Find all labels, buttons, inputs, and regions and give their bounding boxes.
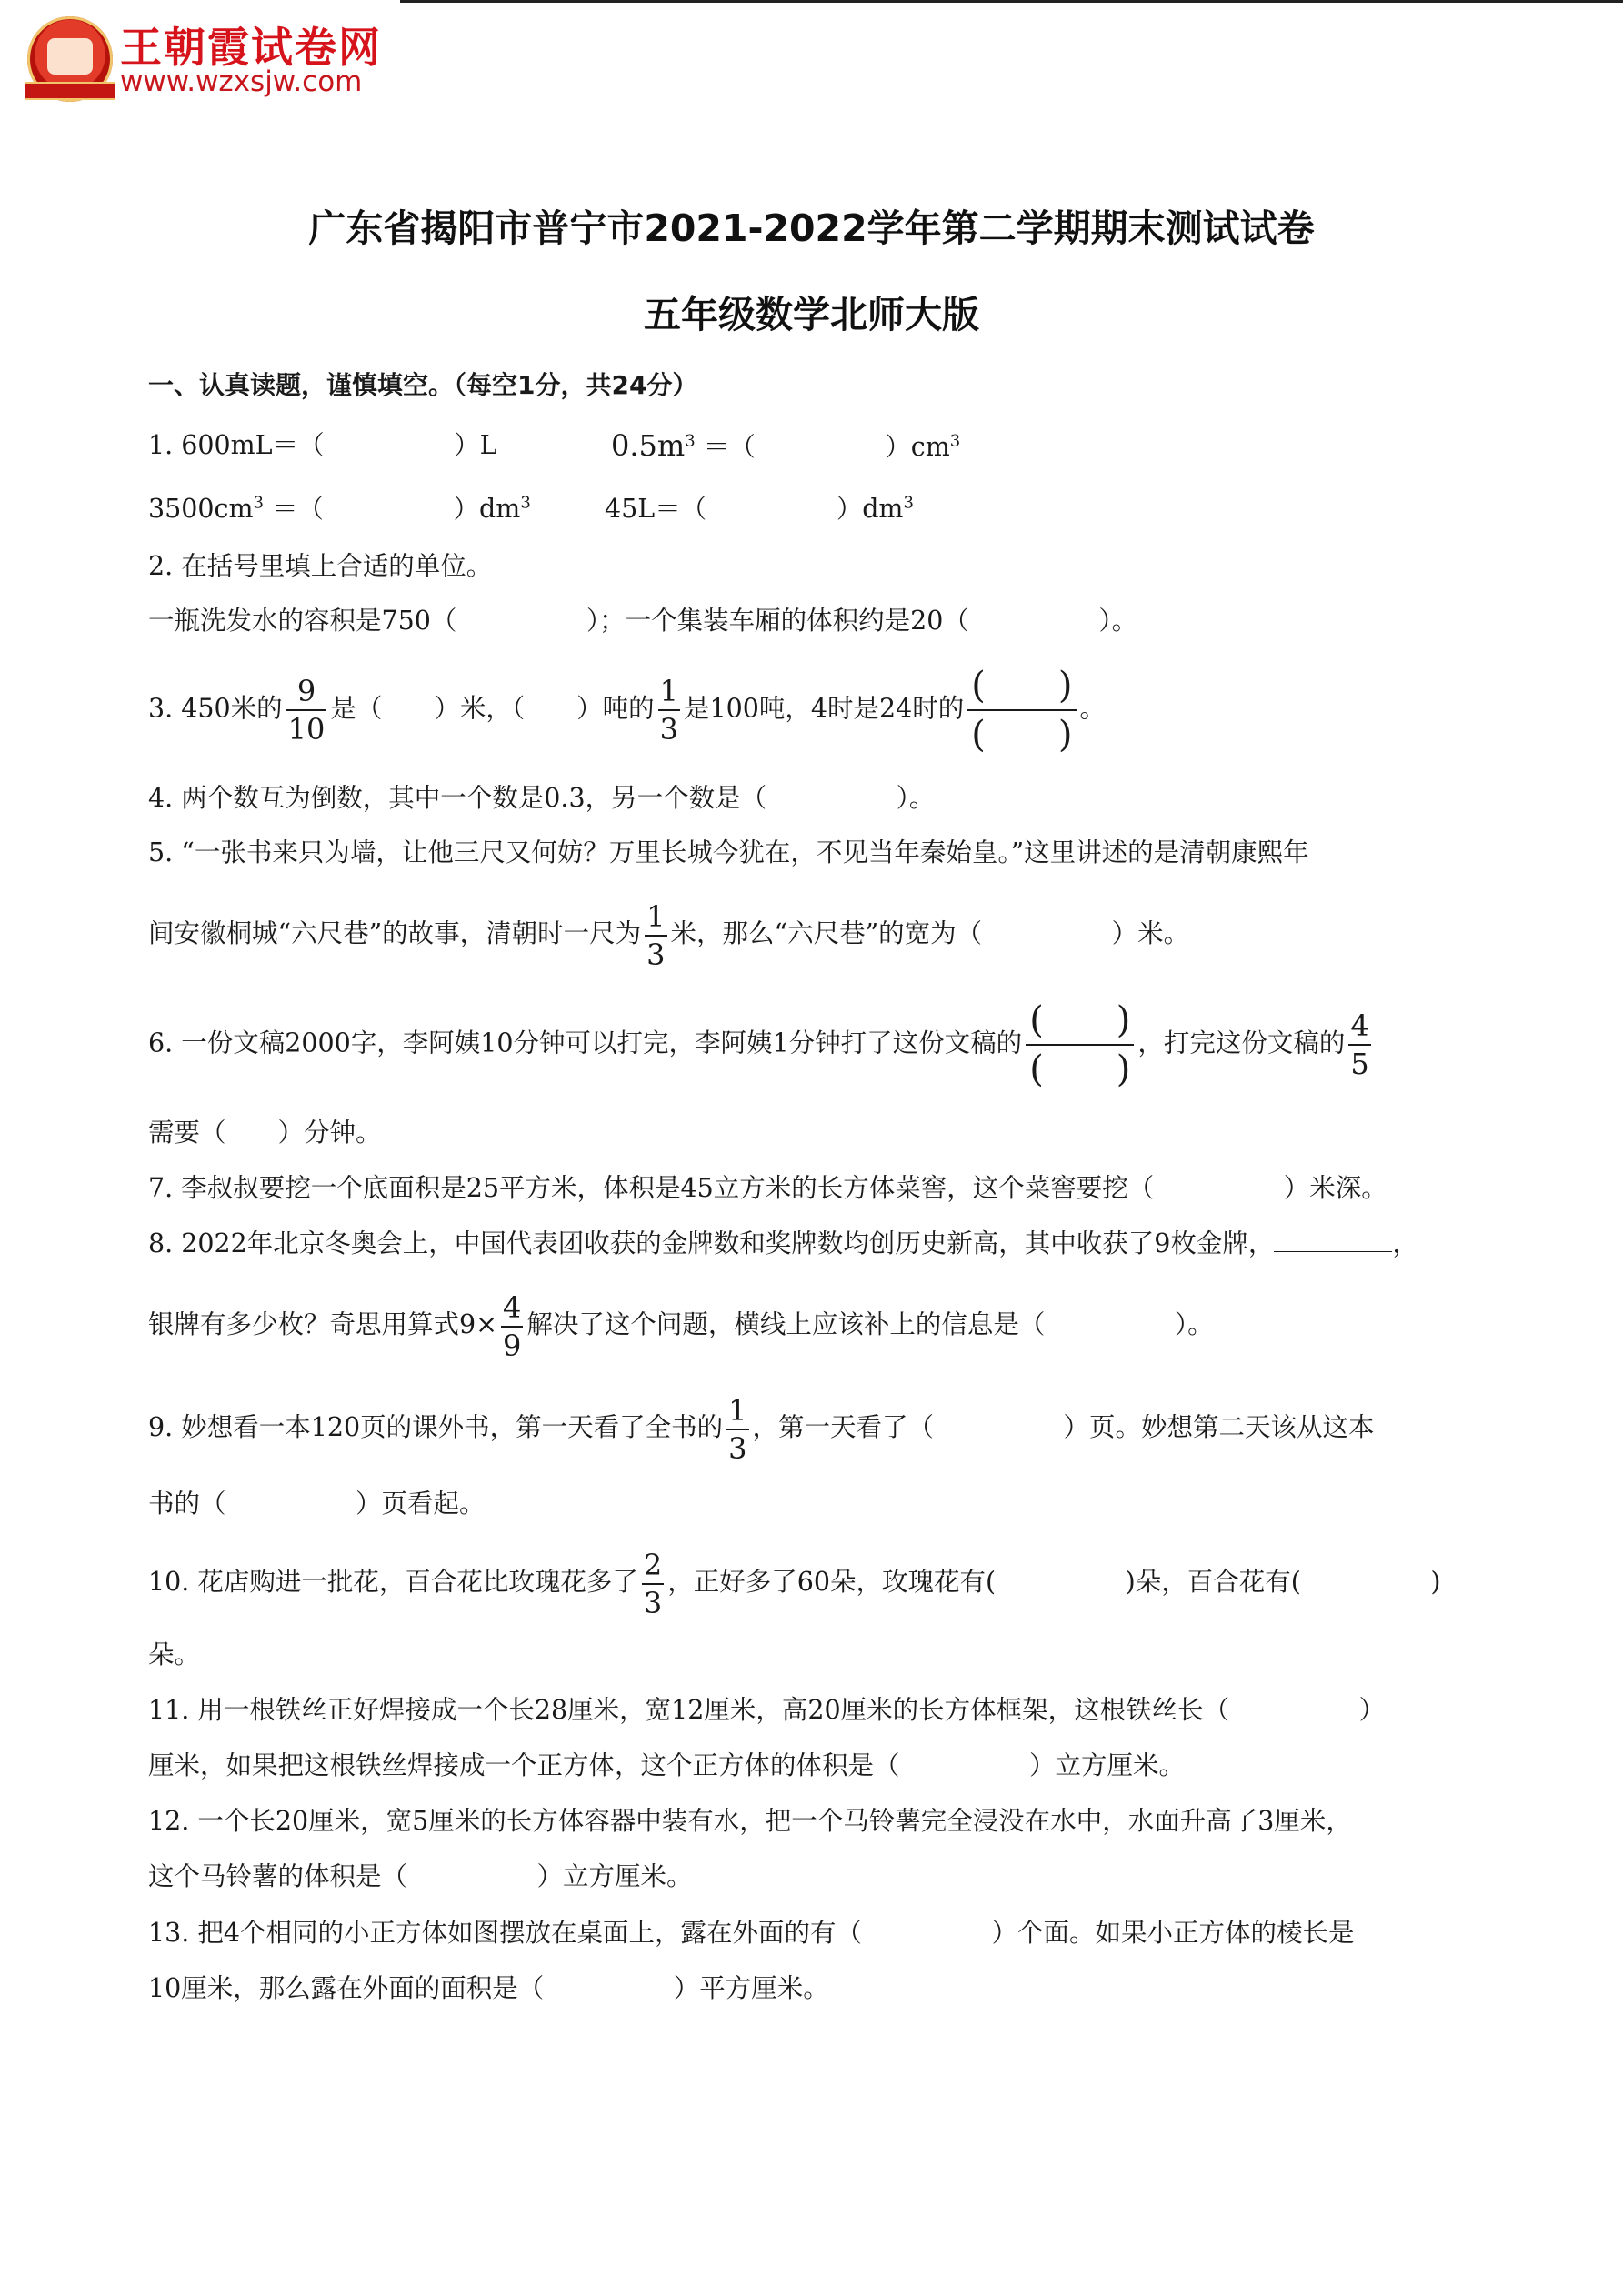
q4: 4. 两个数互为倒数，其中一个数是0.3，另一个数是（ ）。 xyxy=(148,783,936,813)
fill-blank-line[interactable] xyxy=(1274,1229,1392,1252)
q13-line2: 10厘米，那么露在外面的面积是（ ）平方厘米。 xyxy=(148,1973,829,2003)
q3: 3. 450米的 $\frac{9}{10}$ 是（ ）米，（ ）吨的 $\frac{1}{3}$ 是100吨，4时是24时的 ( ) ( ) 。 xyxy=(148,665,1107,756)
answer-fraction[interactable]: ( ) ( ) xyxy=(967,667,1076,753)
fraction: $\frac{4}{5}$ xyxy=(1350,1008,1369,1081)
fraction: $\frac{1}{3}$ xyxy=(728,1392,747,1466)
fraction: $\frac{1}{3}$ xyxy=(646,898,666,972)
doc-title: 广东省揭阳市普宁市2021-2022学年第二学期期末测试试卷 xyxy=(308,206,1315,250)
q5-line1: 5. “一张书来只为墙，让他三尺又何妨？万里长城今犹在，不见当年秦始皇。”这里讲述的是清朝康熙年 xyxy=(148,837,1309,867)
fraction: $\frac{4}{9}$ xyxy=(503,1289,522,1363)
fraction: $\frac{1}{3}$ xyxy=(659,674,678,747)
q10-line1: 10. 花店购进一批花，百合花比玫瑰花多了 $\frac{2}{3}$ ，正好多了60朵，玫瑰花有( )朵，百合花有( ) xyxy=(148,1547,1441,1620)
logo-url[interactable]: www.wzxsjw.com xyxy=(120,65,363,98)
q11-line1: 11. 用一根铁丝正好焊接成一个长28厘米，宽12厘米，高20厘米的长方体框架，这根铁丝长（ ） xyxy=(148,1695,1386,1725)
q12-line1: 12. 一个长20厘米，宽5厘米的长方体容器中装有水，把一个马铃薯完全浸没在水中，水面升高了3厘米， xyxy=(148,1806,1352,1836)
q5-line2: 间安徽桐城“六尺巷”的故事，清朝时一尺为 $\frac{1}{3}$ 米，那么“六尺巷”的宽为（ ）米。 xyxy=(148,898,1190,972)
q7: 7. 李叔叔要挖一个底面积是25平方米，体积是45立方米的长方体菜窖，这个菜窖要挖（ ）米深。 xyxy=(148,1173,1388,1203)
fraction: $\frac{9}{10}$ xyxy=(287,674,326,747)
q1-part-c: $3500cm^3$ ＝（ ）$dm^3$ xyxy=(148,493,531,524)
q6-line2: 需要（ ）分钟。 xyxy=(148,1118,382,1148)
q11-line2: 厘米，如果把这根铁丝焊接成一个正方体，这个正方体的体积是（ ）立方厘米。 xyxy=(148,1750,1186,1780)
fraction: $\frac{2}{3}$ xyxy=(643,1547,663,1620)
q1-part-b: $0.5m^3$ ＝（ ）$cm^3$ xyxy=(611,428,961,463)
q9-line1: 9. 妙想看一本120页的课外书，第一天看了全书的 $\frac{1}{3}$ ，第一天看了（ ）页。妙想第二天该从这本 xyxy=(148,1392,1375,1466)
q2-stem: 2. 在括号里填上合适的单位。 xyxy=(148,551,493,581)
q9-line2: 书的（ ）页看起。 xyxy=(148,1489,486,1519)
q10-line2: 朵。 xyxy=(148,1639,201,1669)
q8-line2: 银牌有多少枚？奇思用算式9× $\frac{4}{9}$ 解决了这个问题，横线上应该补上的信息是（ ）。 xyxy=(148,1289,1214,1363)
q1-part-d: 45L＝（ ）$dm^3$ xyxy=(605,493,914,524)
answer-fraction[interactable]: ( ) ( ) xyxy=(1026,1002,1134,1088)
q1-part-a: 1. 600mL＝（ ）L xyxy=(148,430,497,460)
site-logo[interactable] xyxy=(24,13,406,107)
q2-line: 一瓶洗发水的容积是750（ ）；一个集装车厢的体积约是20（ ）。 xyxy=(148,606,1138,636)
q6-line1: 6. 一份文稿2000字，李阿姨10分钟可以打完，李阿姨1分钟打了这份文稿的 ( ) ( ) ，打完这份文稿的 $\frac{4}{5}$ xyxy=(148,999,1369,1090)
top-rule xyxy=(400,0,1623,3)
q12-line2: 这个马铃薯的体积是（ ）立方厘米。 xyxy=(148,1861,693,1891)
q8-line1: 8. 2022年北京冬奥会上，中国代表团收获的金牌数和奖牌数均创历史新高，其中收获了9枚金牌， ， xyxy=(148,1228,1418,1258)
q13-line1: 13. 把4个相同的小正方体如图摆放在桌面上，露在外面的有（ ）个面。如果小正方体的棱长是 xyxy=(148,1918,1355,1948)
doc-subtitle: 五年级数学北师大版 xyxy=(644,293,979,336)
section-heading: 一、认真读题，谨慎填空。（每空1分，共24分） xyxy=(148,370,698,400)
logo-title: 王朝霞试卷网 xyxy=(120,23,382,72)
logo-seal-icon xyxy=(27,16,113,102)
